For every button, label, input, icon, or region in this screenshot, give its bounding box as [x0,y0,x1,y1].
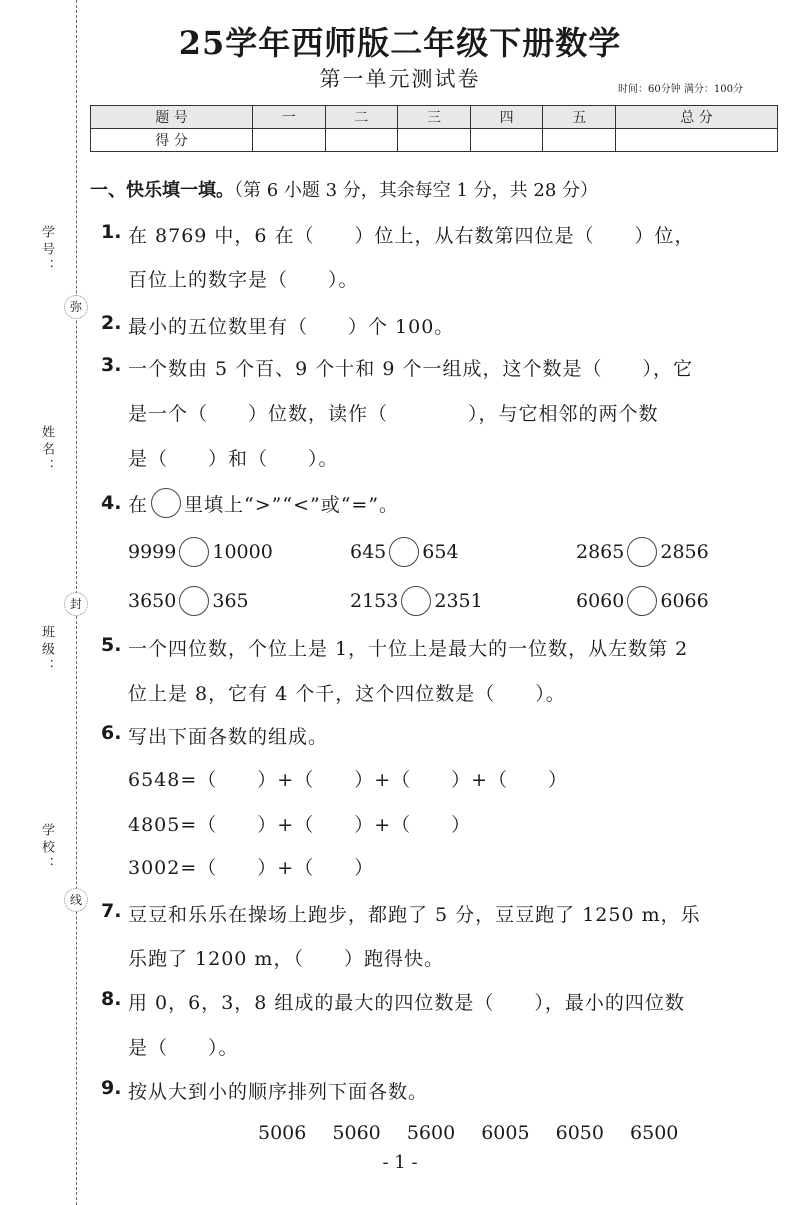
score-cell: 一 [252,106,325,129]
question-text: 是一个（ ）位数，读作（ ），与它相邻的两个数 [128,403,659,425]
compare-answer-circle[interactable] [179,586,209,616]
question-text [128,488,399,518]
number-item: 6050 [555,1122,604,1144]
question-text: 乐跑了 1200 m，（ ）跑得快。 [128,948,444,970]
score-table-header-row [91,106,778,129]
compare-left: 645 [350,541,387,563]
question-number: 2. [101,312,122,334]
q4-suffix: 里填上“>”“<”或“=”。 [184,493,400,516]
compare-left: 2153 [350,590,399,612]
compare-item [576,586,709,616]
compare-right: 10000 [212,541,273,563]
score-input-cell[interactable] [470,129,543,152]
compare-answer-circle[interactable] [627,537,657,567]
score-cell: 总 分 [616,106,778,129]
score-table-score-row [91,129,778,152]
compare-right: 6066 [660,590,709,612]
compare-answer-circle[interactable] [627,586,657,616]
compare-left: 2865 [576,541,625,563]
question-number: 5. [101,634,122,656]
compare-item [128,537,273,567]
equation: 3002=（ ）+（ ） [128,857,375,879]
question-text: 一个四位数，个位上是 1，十位上是最大的一位数，从左数第 2 [128,638,689,660]
score-input-cell[interactable] [616,129,778,152]
question-number: 8. [101,988,122,1010]
compare-item [350,586,483,616]
question-number: 1. [101,221,122,243]
score-cell: 题 号 [91,106,253,129]
score-cell: 得 分 [91,129,253,152]
exam-title: 25学年西师版二年级下册数学 [178,24,622,62]
question-number: 9. [101,1077,122,1099]
section-header [90,176,598,202]
score-input-cell[interactable] [398,129,471,152]
seal-char-feng: 封 [64,592,88,616]
student-id-label: 学号： [39,225,54,276]
number-item: 5060 [332,1122,381,1144]
question-number: 6. [101,722,122,744]
score-cell: 四 [470,106,543,129]
compare-right: 365 [212,590,249,612]
compare-item [128,586,249,616]
question-text: 在 8769 中，6 在（ ）位上，从右数第四位是（ ）位， [128,225,695,247]
question-text: 按从大到小的顺序排列下面各数。 [128,1081,429,1103]
score-cell: 三 [398,106,471,129]
q4-prefix: 在 [128,493,149,516]
exam-subtitle: 第一单元测试卷 [319,67,481,91]
score-input-cell[interactable] [543,129,616,152]
number-item: 6500 [630,1122,679,1144]
class-label: 班级： [39,625,54,676]
seal-char-xian: 线 [64,888,88,912]
time-info: 时间：60分钟 满分：100分 [618,84,743,95]
question-text: 百位上的数字是（ ）。 [128,269,359,291]
compare-answer-circle[interactable] [401,586,431,616]
name-label: 姓名： [39,425,54,476]
question-text: 最小的五位数里有（ ）个 100。 [128,316,455,338]
question-number: 3. [101,354,122,376]
question-text: 是（ ）。 [128,1037,239,1059]
score-cell: 五 [543,106,616,129]
compare-item [350,537,459,567]
question-text: 豆豆和乐乐在操场上跑步，都跑了 5 分，豆豆跑了 1250 m，乐 [128,904,701,926]
compare-item [576,537,709,567]
score-cell: 二 [325,106,398,129]
score-input-cell[interactable] [325,129,398,152]
question-number: 7. [101,900,122,922]
section-title: 一、快乐填一填。 [90,180,234,201]
equation: 6548=（ ）+（ ）+（ ）+（ ） [128,769,569,791]
number-item: 6005 [481,1122,530,1144]
compare-right: 654 [422,541,459,563]
compare-right: 2351 [434,590,483,612]
compare-circle-icon [151,488,181,518]
question-number: 4. [101,492,122,514]
score-table [90,105,778,152]
equation: 4805=（ ）+（ ）+（ ） [128,814,472,836]
question-text: 用 0，6，3，8 组成的最大的四位数是（ ），最小的四位数 [128,992,685,1014]
compare-answer-circle[interactable] [179,537,209,567]
seal-char-mi: 弥 [64,295,88,319]
compare-left: 9999 [128,541,177,563]
number-item: 5006 [258,1122,307,1144]
question-text: 写出下面各数的组成。 [128,726,329,748]
section-note: （第 6 小题 3 分，其余每空 1 分，共 28 分） [234,180,599,201]
compare-right: 2856 [660,541,709,563]
question-text: 一个数由 5 个百、9 个十和 9 个一组成，这个数是（ ），它 [128,358,693,380]
question-text: 位上是 8，它有 4 个千，这个四位数是（ ）。 [128,683,566,705]
school-label: 学校： [39,823,54,874]
compare-left: 3650 [128,590,177,612]
score-input-cell[interactable] [252,129,325,152]
question-text: 是（ ）和（ ）。 [128,448,339,470]
page-number: - 1 - [382,1152,418,1173]
number-list [258,1122,698,1144]
compare-left: 6060 [576,590,625,612]
number-item: 5600 [406,1122,456,1144]
compare-answer-circle[interactable] [389,537,419,567]
